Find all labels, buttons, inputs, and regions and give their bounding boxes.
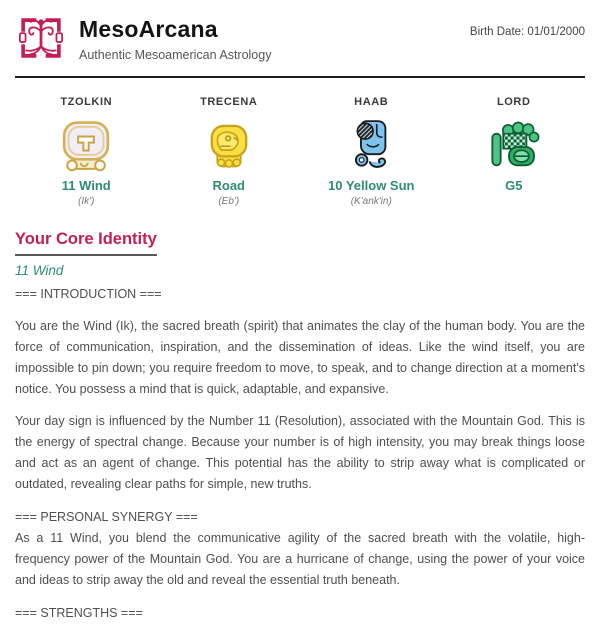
strengths-heading: === STRENGTHS === — [15, 606, 143, 620]
header-divider — [15, 76, 585, 78]
mayan-tree-logo-icon — [15, 12, 67, 64]
ik-wind-glyph-icon — [15, 119, 158, 175]
sign-category-label: HAAB — [354, 96, 389, 108]
section-title: Your Core Identity — [15, 230, 157, 256]
sign-category-label: LORD — [496, 96, 531, 108]
sign-name: Road — [212, 178, 245, 193]
lord-g5-glyph-icon — [443, 119, 586, 175]
sign-name: 11 Wind — [61, 178, 111, 193]
introduction-paragraph-1: You are the Wind (Ik), the sacred breath (spirit) that animates the clay of the human body. You are the force of communication, inspiration, and the dissemination of ideas. Like the wind itself, you are impossible to pin down; you require freedom to move, to speak, and to change direction at a moment's notice. You possess a mind that is quick, adaptable, and expansive. — [15, 319, 585, 396]
personal-synergy-heading: === PERSONAL SYNERGY === — [15, 510, 198, 524]
eb-road-glyph-icon — [158, 119, 301, 175]
sign-native-name: (K'ank'in) — [350, 196, 392, 207]
app-title: MesoArcana — [79, 16, 218, 42]
sign-name: G5 — [505, 178, 523, 193]
header — [15, 10, 585, 64]
core-identity-section — [15, 230, 585, 624]
sign-column-tzolkin — [15, 96, 158, 208]
birth-date-label: Birth Date: 01/01/2000 — [469, 26, 585, 38]
sign-column-lord — [443, 96, 586, 208]
signs-row — [15, 96, 585, 208]
introduction-paragraph-2: Your day sign is influenced by the Number 11 (Resolution), associated with the Mountain God. This is the energy of spectral change. Because your number is of high intensity, you may break things loose and act as an agent of change. This potential has the ability to strip away what is complicated or outdated, revealing clear paths for simple, new truths. — [15, 414, 585, 491]
introduction-heading: === INTRODUCTION === — [15, 287, 162, 301]
title-block — [79, 10, 271, 62]
sign-native-name: (Ik') — [78, 196, 95, 207]
kankin-glyph-icon — [300, 119, 443, 175]
sign-category-label: TRECENA — [200, 96, 258, 108]
sign-subtitle: 11 Wind — [15, 263, 64, 278]
sign-column-trecena — [158, 96, 301, 208]
app-subtitle: Authentic Mesoamerican Astrology — [79, 48, 272, 62]
sign-column-haab — [300, 96, 443, 208]
sign-native-name: (Eb') — [218, 196, 240, 207]
sign-category-label: TZOLKIN — [60, 96, 113, 108]
sign-native-name — [443, 196, 586, 208]
sign-name: 10 Yellow Sun — [328, 178, 415, 193]
personal-synergy-paragraph: As a 11 Wind, you blend the communicative agility of the sacred breath with the volatile, high-frequency power of the Mountain God. You are a hurricane of change, using the power of your voice and ideas to strip away the old and reveal the essential truth beneath. — [15, 531, 585, 587]
